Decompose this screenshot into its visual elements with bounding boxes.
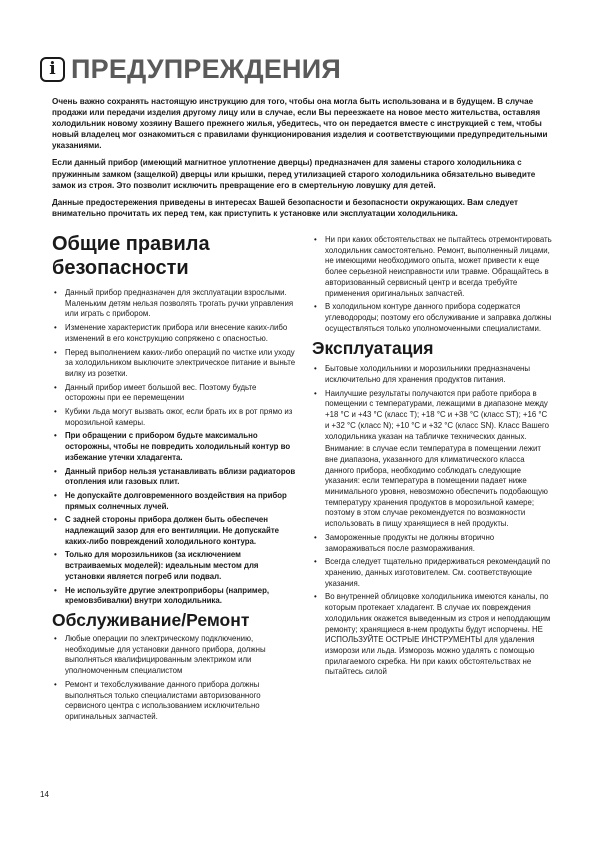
operation-list [312,364,552,678]
list-item: • Ремонт и техобслуживание данного прибора должны выполняться только специалистами авторизованного сервисного центра с использованием исключительно оригинальных запчастей. [52,680,297,723]
right-column [312,235,552,681]
list-item [312,533,552,554]
left-column [52,232,297,726]
service-list-continued [312,235,552,334]
list-item-text: Замороженные продукты не должны вторично замораживаться после размораживания. [325,532,495,553]
service-heading: Обслуживание/Ремонт [52,609,250,630]
list-item-text: Наилучшие результаты получаются при работе прибора в помещении с температурами, лежащими в диапазоне между +18 °С и +43 °С (класс T); +18 °С и +38 °С (класс ST); +16 °С и +32 °С (класс N); +10 °С и +32 °С (класс SN). Класс Вашего холодильника указан на табличке технических данных. [325,388,550,441]
list-item: • Данный прибор имеет большой вес. Поэтому будьте осторожны при ее перемещении [52,383,297,404]
list-item: • Кубики льда могут вызвать ожог, если брать их в рот прямо из морозильной камеры. [52,407,297,428]
intro-paragraph-old-fridge-lock: Если данный прибор (имеющий магнитное уплотнение дверцы) предназначен для замены старого холодильника с пружинным замком (защелкой) дверцы или крышки, перед утилизацией старого холодильника обязательно выведите замок из строя. Это позволит исключить превращение его в смертельную ловушку для детей. [52,158,536,190]
info-icon: i [40,57,65,82]
page-number: 14 [40,790,49,799]
safety-list [52,288,297,607]
list-item: • Данный прибор предназначен для эксплуатации взрослыми. Маленьким детям нельзя позволять трогать ручки управления или играть с прибором. [52,288,297,320]
list-item: • Только для морозильников (за исключением встраиваемых моделей): идеальным местом для установки является погреб или подвал. [52,550,297,582]
list-item: • Данный прибор нельзя устанавливать вблизи радиаторов отопления или газовых плит. [52,467,297,488]
list-item: • Перед выполнением каких-либо операций по чистке или уходу за холодильником выключите электрическое питание и выньте вилку из розетки. [52,348,297,380]
page-title: ПРЕДУПРЕЖДЕНИЯ [71,53,341,84]
intro-paragraph-read-before-use: Данные предостережения приведены в интересах Вашей безопасности и безопасности окружающих. Вам следует внимательно прочитать их перед тем, как приступить к установке или эксплуатации холодильника. [52,197,518,218]
list-item [312,557,552,589]
list-item-text: Всегда следует тщательно придерживаться рекомендаций по хранению, данных изготовителем. См. соответствующие указания. [325,557,551,588]
list-item-text: Бытовые холодильники и морозильники предназначены исключительно для хранения продуктов питания. [325,364,531,385]
operation-heading: Эксплуатация [312,338,434,359]
list-item: • Не допускайте долговременного воздействия на прибор прямых солнечных лучей. [52,491,297,512]
list-item: • Любые операции по электрическому подключению, необходимые для установки данного прибора, должны выполняться квалифицированным электриком или уполномоченным специалистом [52,634,297,677]
intro-paragraph-keep-manual: Очень важно сохранять настоящую инструкцию для того, чтобы она могла быть использована и в будущем. В случае продажи или передачи изделия другому лицу или в случае, если Вы переезжаете на новое место жительства, оставляя холодильник новому хозяину Вашего прежнего жилья, убедитесь, что он передается вместе с инструкцией с тем, чтобы новый владелец мог ознакомиться с правилами функционирования изделия и соответствующими предупредительными указаниями. [52,97,548,151]
page-header [40,55,341,83]
list-item [312,389,552,530]
list-item: • При обращении с прибором будьте максимально осторожны, чтобы не повредить холодильный контур во избежание утечки хладагента. [52,431,297,463]
list-item: • Не используйте другие электроприборы (например, кремовзбивалки) внутри холодильника. [52,586,297,607]
list-item-text: Во внутренней облицовке холодильника имеются каналы, по которым протекает хладагент. В случае их повреждения холодильник окажется выведенным из строя и неподдающим ремонту; хранящиеся в-нем продукты будут испорчены. НЕ ИСПОЛЬЗУЙТЕ ОСТРЫЕ ИНСТРУМЕНТЫ для удаления изморози или льда. Изморозь можно удалять с помощью прилагаемого скребка. Ни при каких обстоятельствах не пытайтесь силой [325,592,551,677]
list-item: • В холодильном контуре данного прибора содержатся углеводороды; поэтому его обслуживание и заправка должны осуществляться только уполномоченными специалистами. [312,302,552,334]
list-item-note: Внимание: в случае если температура в помещении лежит вне диапазона, указанного для климатического класса данного прибора, необходимо соблюдать следующие указания: если температура в помещении падает ниже минимального уровня, невозможно обеспечить подобающую температуру хранения продуктов в морозильной камере; поэтому в этом случае рекомендуется по возможности использовать в пищу хранящиеся в ней продукты. [325,444,548,529]
list-item [312,364,552,385]
list-item [312,592,552,678]
list-item: • С задней стороны прибора должен быть обеспечен надлежащий зазор для его вентиляции. Не допускайте каких-либо повреждений холодильного контура. [52,515,297,547]
intro-section [52,96,548,225]
safety-heading: Общие правила безопасности [52,233,210,279]
list-item: • Изменение характеристик прибора или внесение каких-либо изменений в его конструкцию сопряжено с опасностью. [52,323,297,344]
service-list [52,634,297,723]
list-item: • Ни при каких обстоятельствах не пытайтесь отремонтировать холодильник самостоятельно. Ремонт, выполненный лицами, не имеющими необходимого опыта, может привести к еще более серьезной неисправности или травме. Обращайтесь в авторизованный сервисный центр и всегда требуйте применения оригинальных запчастей. [312,235,552,299]
